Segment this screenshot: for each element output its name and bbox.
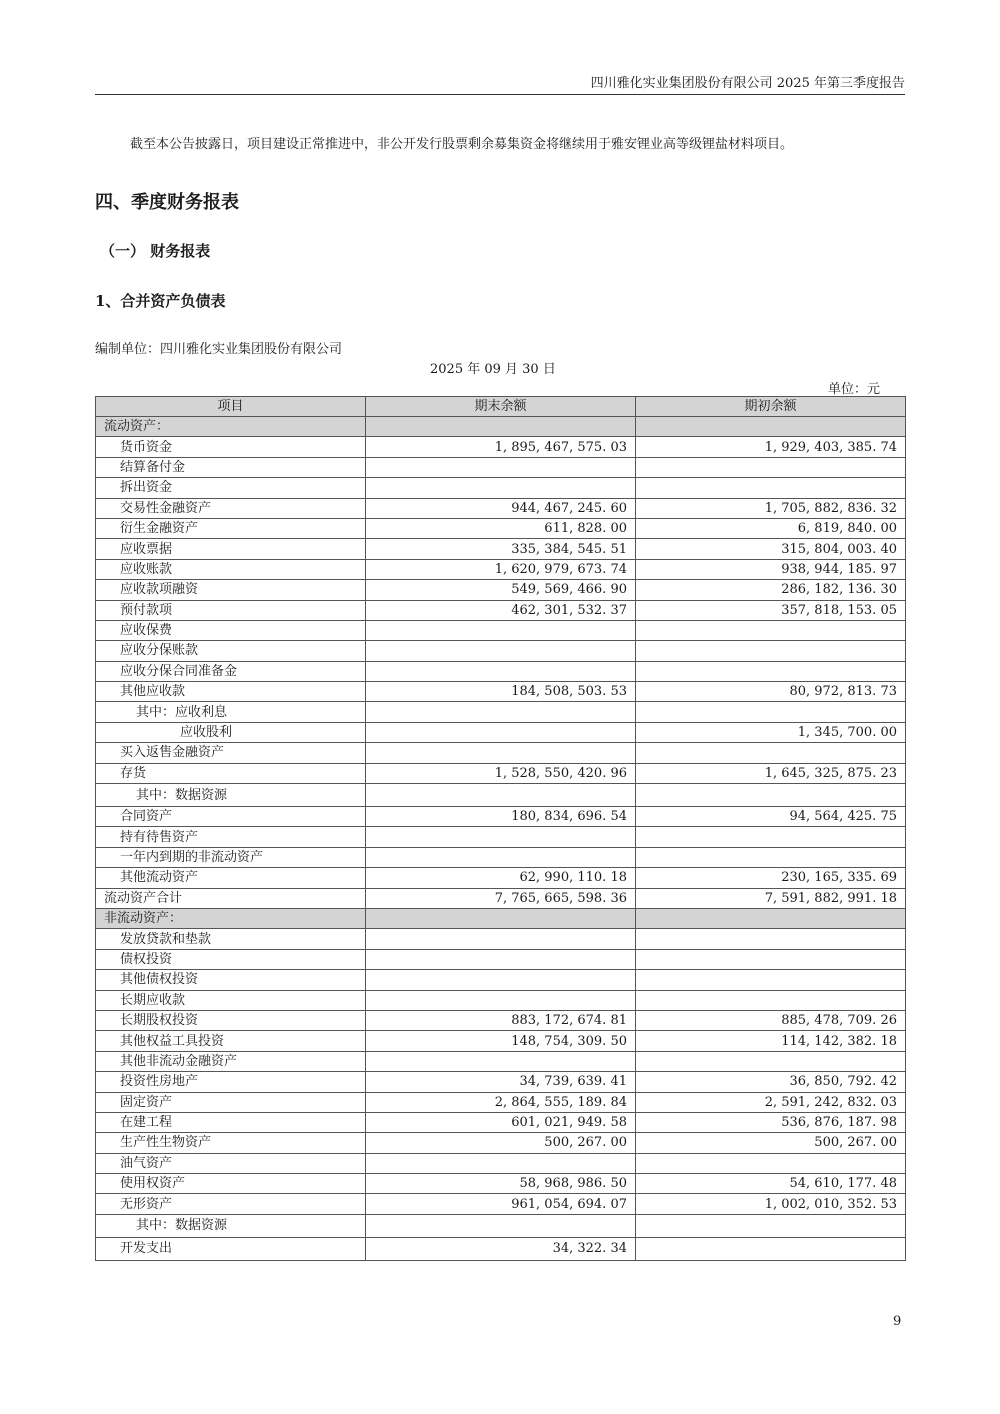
begin-balance-cell: 1, 929, 403, 385. 74 [636,437,906,457]
row-label: 拆出资金 [96,478,366,498]
end-balance-cell [366,417,636,437]
begin-balance-cell [636,417,906,437]
row-label: 投资性房地产 [96,1072,366,1092]
table-row [96,661,906,681]
end-balance-cell [366,702,636,722]
table-section-row [96,908,906,928]
end-balance-cell: 961, 054, 694. 07 [366,1194,636,1214]
begin-balance-cell: 36, 850, 792. 42 [636,1072,906,1092]
table-row [96,518,906,538]
table-row [96,580,906,600]
end-balance-cell [366,641,636,661]
begin-balance-cell [636,743,906,763]
end-balance-cell [366,847,636,867]
row-label: 流动资产合计 [96,888,366,908]
column-header-item: 项目 [96,397,366,417]
begin-balance-cell [636,1051,906,1071]
table-row [96,1092,906,1112]
end-balance-cell [366,908,636,928]
row-label: 油气资产 [96,1153,366,1173]
table-row [96,1153,906,1173]
begin-balance-cell: 938, 944, 185. 97 [636,559,906,579]
column-header-begin-balance: 期初余额 [636,397,906,417]
begin-balance-cell [636,970,906,990]
row-label: 应收保费 [96,620,366,640]
row-label: 应收分保合同准备金 [96,661,366,681]
row-label: 交易性金融资产 [96,498,366,518]
table-row [96,437,906,457]
end-balance-cell [366,1051,636,1071]
end-balance-cell: 549, 569, 466. 90 [366,580,636,600]
table-row [96,539,906,559]
begin-balance-cell [636,478,906,498]
end-balance-cell [366,457,636,477]
section-heading: 四、季度财务报表 [95,192,239,213]
table-row [96,702,906,722]
end-balance-cell: 611, 828. 00 [366,518,636,538]
table-row [96,600,906,620]
end-balance-cell [366,970,636,990]
table-section-row [96,417,906,437]
table-row [96,807,906,827]
end-balance-cell [366,620,636,640]
begin-balance-cell [636,1214,906,1237]
row-label: 买入返售金融资产 [96,743,366,763]
begin-balance-cell: 94, 564, 425. 75 [636,807,906,827]
begin-balance-cell: 885, 478, 709. 26 [636,1010,906,1030]
page-number: 9 [893,1314,902,1329]
row-label: 非流动资产： [96,908,366,928]
begin-balance-cell: 114, 142, 382. 18 [636,1031,906,1051]
table-row [96,763,906,783]
end-balance-cell: 883, 172, 674. 81 [366,1010,636,1030]
end-balance-cell [366,784,636,807]
begin-balance-cell: 6, 819, 840. 00 [636,518,906,538]
row-label: 固定资产 [96,1092,366,1112]
end-balance-cell [366,1214,636,1237]
table-row [96,1010,906,1030]
row-label: 其中：数据资源 [96,1214,366,1237]
page-header [95,70,905,95]
row-label: 存货 [96,763,366,783]
begin-balance-cell [636,661,906,681]
begin-balance-cell [636,847,906,867]
end-balance-cell: 148, 754, 309. 50 [366,1031,636,1051]
table-row [96,970,906,990]
row-label: 其他非流动金融资产 [96,1051,366,1071]
table-row [96,868,906,888]
begin-balance-cell [636,702,906,722]
table-row [96,1112,906,1132]
row-label: 债权投资 [96,949,366,969]
row-label: 其中：数据资源 [96,784,366,807]
table-row [96,888,906,908]
end-balance-cell [366,478,636,498]
row-label: 无形资产 [96,1194,366,1214]
end-balance-cell: 944, 467, 245. 60 [366,498,636,518]
row-label: 应收股利 [96,722,366,742]
row-label: 合同资产 [96,807,366,827]
sub-heading: （一） 财务报表 [100,242,211,260]
begin-balance-cell: 1, 645, 325, 875. 23 [636,763,906,783]
end-balance-cell [366,929,636,949]
row-label: 发放贷款和垫款 [96,929,366,949]
balance-sheet-table [95,396,906,1261]
row-label: 在建工程 [96,1112,366,1132]
end-balance-cell [366,1153,636,1173]
begin-balance-cell [636,457,906,477]
table-row [96,1174,906,1194]
end-balance-cell: 34, 739, 639. 41 [366,1072,636,1092]
currency-unit: 单位：元 [828,382,881,397]
row-label: 预付款项 [96,600,366,620]
begin-balance-cell: 54, 610, 177. 48 [636,1174,906,1194]
row-label: 应收账款 [96,559,366,579]
begin-balance-cell [636,641,906,661]
table-row [96,929,906,949]
end-balance-cell: 58, 968, 986. 50 [366,1174,636,1194]
end-balance-cell [366,827,636,847]
end-balance-cell [366,990,636,1010]
table-row [96,1133,906,1153]
row-label: 应收票据 [96,539,366,559]
row-label: 其他流动资产 [96,868,366,888]
begin-balance-cell: 7, 591, 882, 991. 18 [636,888,906,908]
table-row [96,1214,906,1237]
table-row [96,559,906,579]
report-title: 四川雅化实业集团股份有限公司 2025 年第三季度报告 [590,76,905,91]
table-row [96,682,906,702]
begin-balance-cell: 357, 818, 153. 05 [636,600,906,620]
table-row [96,1051,906,1071]
table-row [96,743,906,763]
report-date: 2025 年 09 月 30 日 [430,362,556,377]
end-balance-cell: 62, 990, 110. 18 [366,868,636,888]
end-balance-cell: 1, 895, 467, 575. 03 [366,437,636,457]
table-row [96,478,906,498]
begin-balance-cell: 1, 345, 700. 00 [636,722,906,742]
table-row [96,1194,906,1214]
begin-balance-cell [636,1237,906,1260]
begin-balance-cell: 286, 182, 136. 30 [636,580,906,600]
table-body [96,417,906,1261]
end-balance-cell: 7, 765, 665, 598. 36 [366,888,636,908]
begin-balance-cell [636,784,906,807]
table-row [96,641,906,661]
table-row [96,1031,906,1051]
row-label: 使用权资产 [96,1174,366,1194]
statement-heading: 1、合并资产负债表 [95,292,226,310]
column-header-end-balance: 期末余额 [366,397,636,417]
row-label: 生产性生物资产 [96,1133,366,1153]
table-row [96,990,906,1010]
begin-balance-cell: 315, 804, 003. 40 [636,539,906,559]
table-row [96,949,906,969]
row-label: 衍生金融资产 [96,518,366,538]
end-balance-cell: 335, 384, 545. 51 [366,539,636,559]
table-header-row [96,397,906,417]
begin-balance-cell: 1, 002, 010, 352. 53 [636,1194,906,1214]
row-label: 开发支出 [96,1237,366,1260]
end-balance-cell [366,743,636,763]
row-label: 其他债权投资 [96,970,366,990]
row-label: 应收款项融资 [96,580,366,600]
begin-balance-cell [636,908,906,928]
row-label: 其中：应收利息 [96,702,366,722]
begin-balance-cell: 80, 972, 813. 73 [636,682,906,702]
table-row [96,847,906,867]
row-label: 长期应收款 [96,990,366,1010]
end-balance-cell: 601, 021, 949. 58 [366,1112,636,1132]
begin-balance-cell [636,827,906,847]
prepared-by: 编制单位：四川雅化实业集团股份有限公司 [95,342,343,357]
begin-balance-cell: 2, 591, 242, 832. 03 [636,1092,906,1112]
table-row [96,1072,906,1092]
table-row [96,1237,906,1260]
table-row [96,457,906,477]
begin-balance-cell [636,929,906,949]
end-balance-cell: 1, 620, 979, 673. 74 [366,559,636,579]
row-label: 其他权益工具投资 [96,1031,366,1051]
begin-balance-cell [636,949,906,969]
begin-balance-cell [636,990,906,1010]
row-label: 流动资产： [96,417,366,437]
begin-balance-cell [636,1153,906,1173]
end-balance-cell: 34, 322. 34 [366,1237,636,1260]
begin-balance-cell: 230, 165, 335. 69 [636,868,906,888]
begin-balance-cell: 500, 267. 00 [636,1133,906,1153]
end-balance-cell: 184, 508, 503. 53 [366,682,636,702]
end-balance-cell [366,949,636,969]
table-row [96,722,906,742]
end-balance-cell: 2, 864, 555, 189. 84 [366,1092,636,1112]
table-row [96,827,906,847]
table-row [96,620,906,640]
begin-balance-cell: 1, 705, 882, 836. 32 [636,498,906,518]
table-row [96,498,906,518]
begin-balance-cell: 536, 876, 187. 98 [636,1112,906,1132]
row-label: 长期股权投资 [96,1010,366,1030]
row-label: 持有待售资产 [96,827,366,847]
begin-balance-cell [636,620,906,640]
end-balance-cell: 462, 301, 532. 37 [366,600,636,620]
end-balance-cell: 1, 528, 550, 420. 96 [366,763,636,783]
end-balance-cell: 180, 834, 696. 54 [366,807,636,827]
end-balance-cell [366,661,636,681]
row-label: 应收分保账款 [96,641,366,661]
end-balance-cell [366,722,636,742]
intro-paragraph: 截至本公告披露日，项目建设正常推进中，非公开发行股票剩余募集资金将继续用于雅安锂业高等级锂盐材料项目。 [130,137,794,152]
row-label: 结算备付金 [96,457,366,477]
row-label: 一年内到期的非流动资产 [96,847,366,867]
end-balance-cell: 500, 267. 00 [366,1133,636,1153]
row-label: 其他应收款 [96,682,366,702]
table-row [96,784,906,807]
row-label: 货币资金 [96,437,366,457]
